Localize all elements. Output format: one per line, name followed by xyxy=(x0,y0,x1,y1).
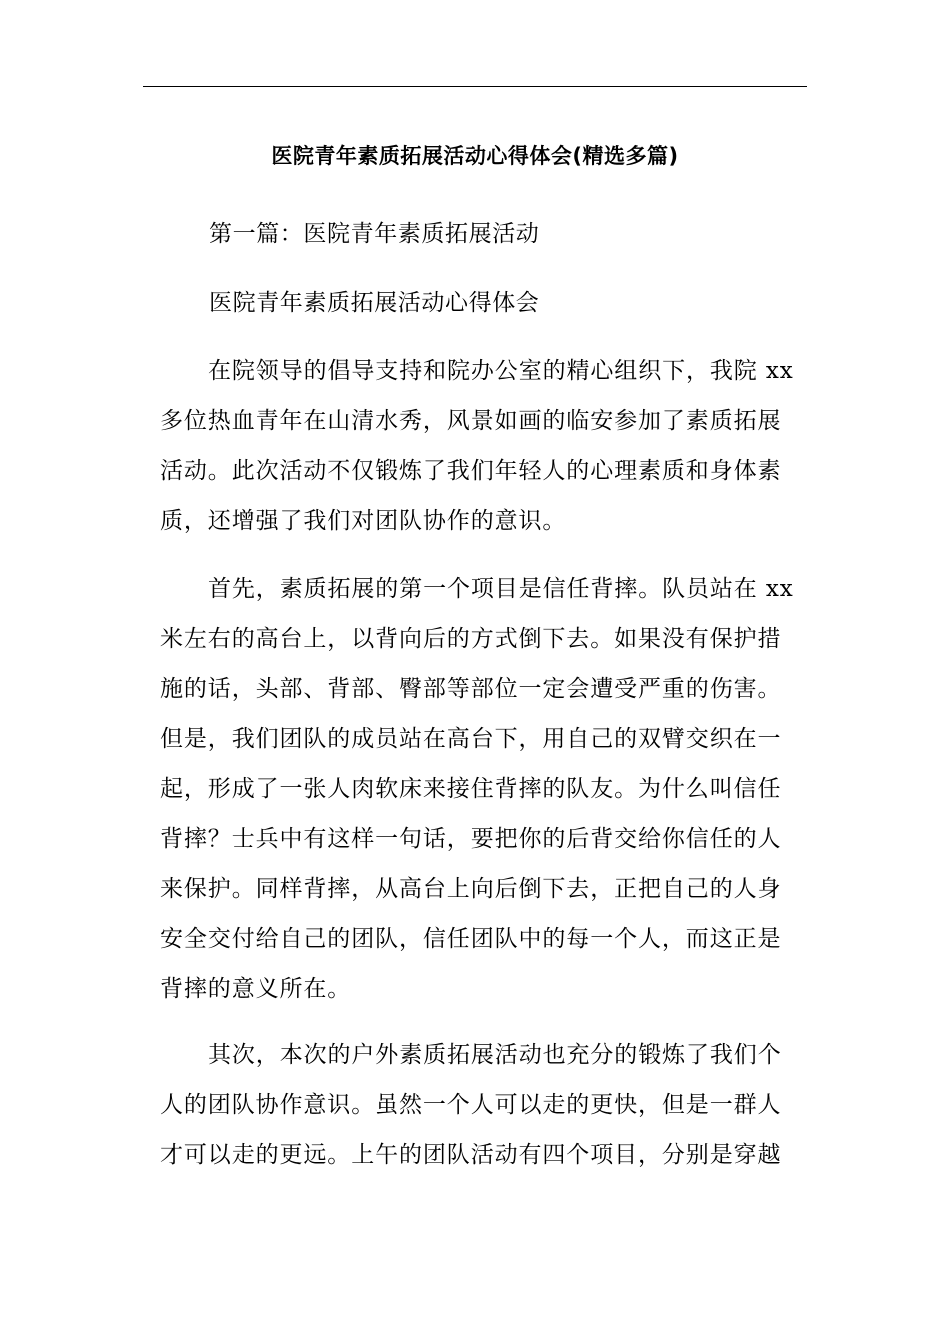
paragraph-line: 多位热血青年在山清水秀，风景如画的临安参加了素质拓展 xyxy=(160,408,782,434)
paragraph-line: 质，还增强了我们对团队协作的意识。 xyxy=(160,508,567,534)
paragraph-line: 其次，本次的户外素质拓展活动也充分的锻炼了我们个 xyxy=(208,1042,782,1068)
paragraph-2 xyxy=(160,564,794,1014)
paragraph-line: 活动。此次活动不仅锻炼了我们年轻人的心理素质和身体素 xyxy=(160,458,782,484)
paragraph-line: 安全交付给自己的团队，信任团队中的每一个人，而这正是 xyxy=(160,926,782,952)
paragraph-line: 首先，素质拓展的第一个项目是信任背摔。队员站在 xx xyxy=(208,576,794,602)
paragraph-line: 来保护。同样背摔，从高台上向后倒下去，正把自己的人身 xyxy=(160,876,782,902)
paragraph-line: 人的团队协作意识。虽然一个人可以走的更快，但是一群人 xyxy=(160,1092,782,1118)
paragraph-line: 米左右的高台上，以背向后的方式倒下去。如果没有保护措 xyxy=(160,626,782,652)
paragraph-line: 在院领导的倡导支持和院办公室的精心组织下，我院 xx xyxy=(208,358,794,384)
paragraph-line: 背摔的意义所在。 xyxy=(160,976,352,1002)
section-heading: 第一篇：医院青年素质拓展活动 xyxy=(209,221,540,247)
header-rule xyxy=(143,86,807,87)
paragraph-line: 背摔？士兵中有这样一句话，要把你的后背交给你信任的人 xyxy=(160,826,782,852)
paragraph-line: 施的话，头部、背部、臀部等部位一定会遭受严重的伤害。 xyxy=(160,676,782,702)
document-title: 医院青年素质拓展活动心得体会(精选多篇) xyxy=(271,144,679,168)
paragraph-1 xyxy=(160,346,794,546)
paragraph-line: 起，形成了一张人肉软床来接住背摔的队友。为什么叫信任 xyxy=(160,776,782,802)
article-heading: 医院青年素质拓展活动心得体会 xyxy=(209,290,540,316)
paragraph-line: 才可以走的更远。上午的团队活动有四个项目，分别是穿越 xyxy=(160,1142,782,1168)
paragraph-line: 但是，我们团队的成员站在高台下，用自己的双臂交织在一 xyxy=(160,726,782,752)
paragraph-3 xyxy=(160,1030,794,1180)
